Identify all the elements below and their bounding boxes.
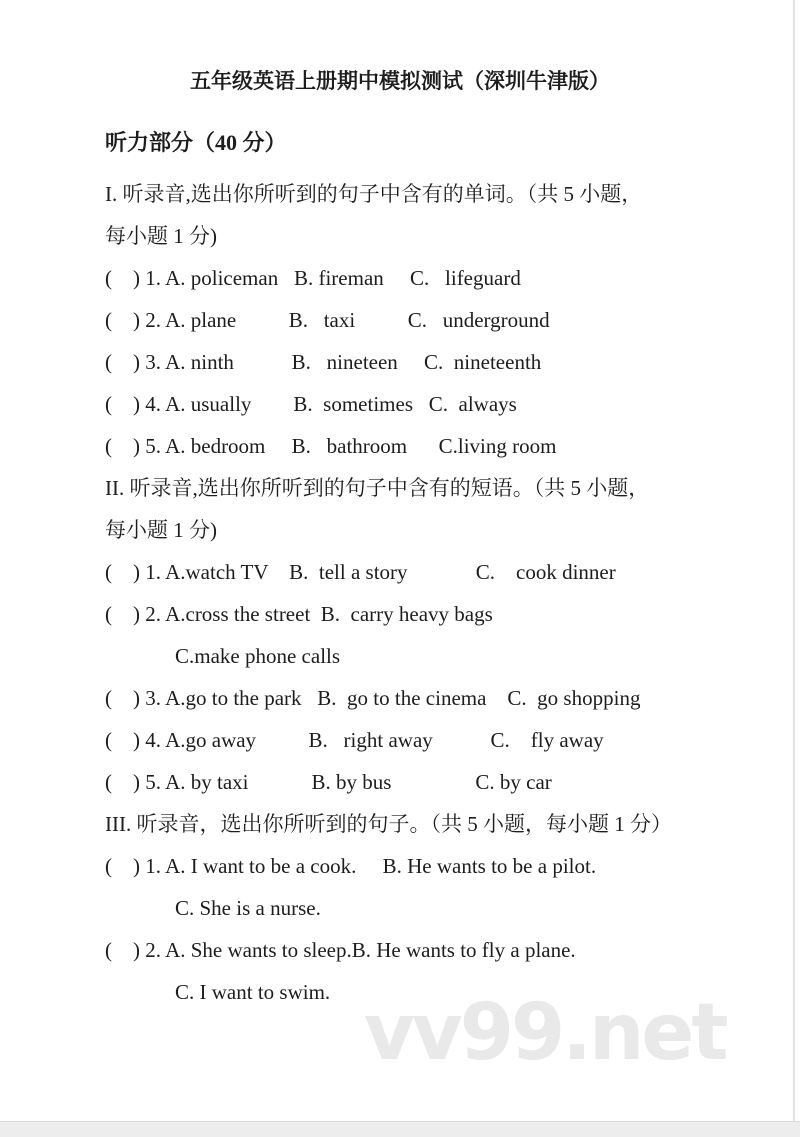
part2-question-1: ( ) 1. A.watch TV B. tell a story C. cook dinner: [105, 560, 616, 584]
part3-prompt: III. 听录音，选出你所听到的句子。（共 5 小题，每小题 1 分）: [105, 812, 672, 836]
part2-question-4: ( ) 4. A.go away B. right away C. fly away: [105, 728, 604, 752]
part2-question-5: ( ) 5. A. by taxi B. by bus C. by car: [105, 770, 552, 794]
part1-prompt-line1: I. 听录音,选出你所听到的句子中含有的单词。（共 5 小题，: [105, 182, 643, 206]
part1-question-2: ( ) 2. A. plane B. taxi C. underground: [105, 308, 550, 332]
part1-question-4: ( ) 4. A. usually B. sometimes C. always: [105, 392, 517, 416]
part1-question-1: ( ) 1. A. policeman B. fireman C. lifeguard: [105, 266, 521, 290]
part2-question-2: ( ) 2. A.cross the street B. carry heavy bags: [105, 602, 493, 626]
bottom-gray-bar: [0, 1121, 800, 1137]
part3-question-2-option-c: C. I want to swim.: [175, 980, 331, 1004]
part2-prompt-line2: 每小题 1 分): [105, 518, 217, 542]
part1-question-3: ( ) 3. A. ninth B. nineteen C. nineteenth: [105, 350, 542, 374]
question-lines: [105, 173, 695, 1013]
watermark-text: vv99.net: [364, 988, 726, 1078]
part1-question-5: ( ) 5. A. bedroom B. bathroom C.living room: [105, 434, 557, 458]
part3-question-1: ( ) 1. A. I want to be a cook. B. He wants to be a pilot.: [105, 854, 597, 878]
part2-question-3: ( ) 3. A.go to the park B. go to the cinema C. go shopping: [105, 686, 641, 710]
part2-prompt-line1: II. 听录音,选出你所听到的句子中含有的短语。（共 5 小题，: [105, 476, 650, 500]
page-title: 五年级英语上册期中模拟测试（深圳牛津版）: [190, 69, 610, 93]
part3-question-1-option-c: C. She is a nurse.: [175, 896, 321, 920]
part1-prompt-line2: 每小题 1 分): [105, 224, 217, 248]
part3-question-2: ( ) 2. A. She wants to sleep.B. He wants to fly a plane.: [105, 938, 576, 962]
page-right-edge-divider: [793, 0, 795, 1122]
part2-question-2-option-c: C.make phone calls: [175, 644, 341, 668]
listening-section-heading: 听力部分（40 分）: [105, 130, 287, 155]
